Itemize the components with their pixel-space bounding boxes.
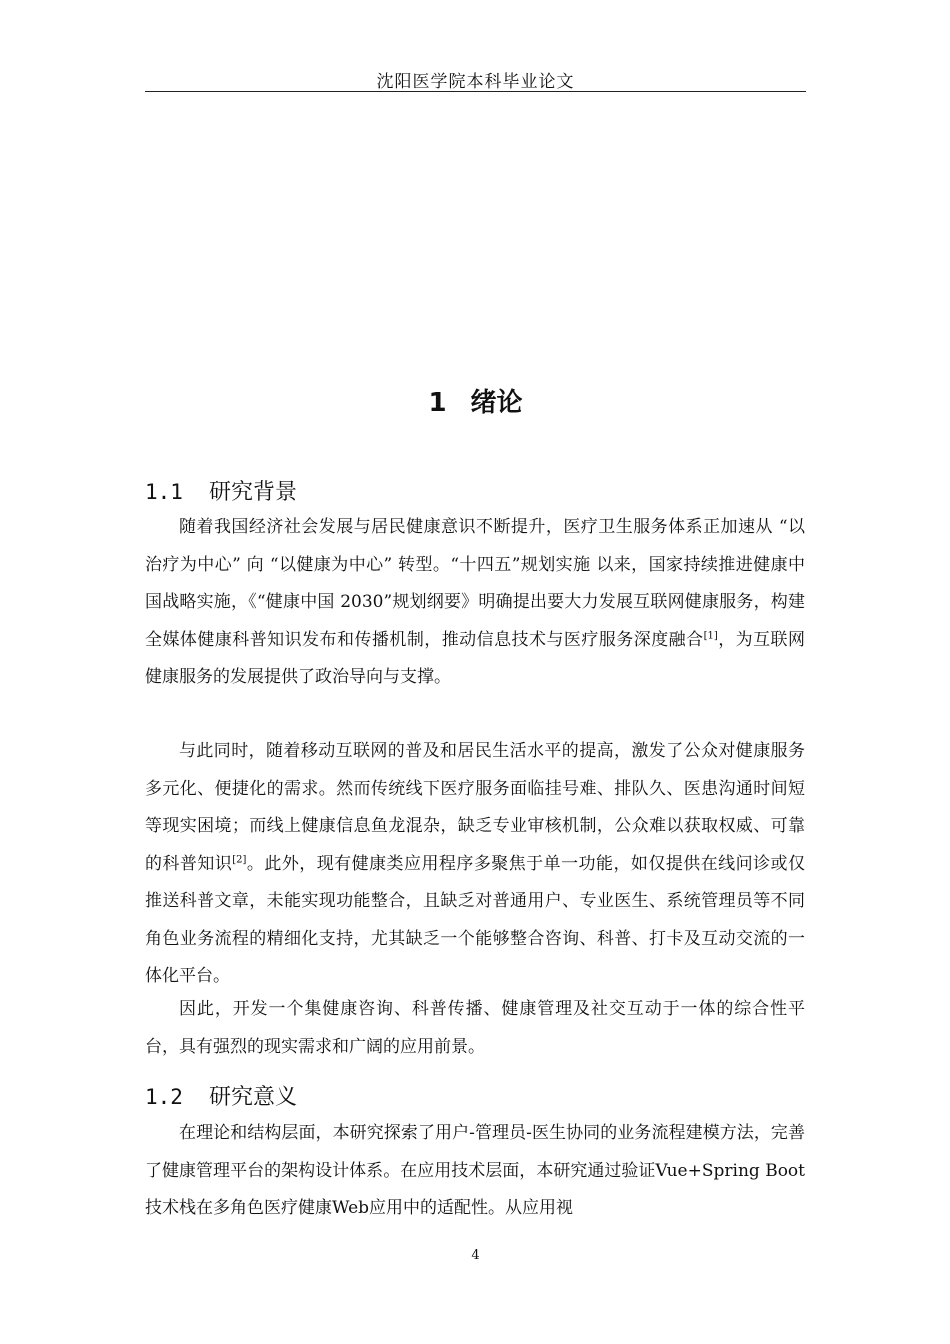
chapter-title-text: 绪论 bbox=[470, 388, 523, 418]
paragraph-text: 。此外，现有健康类应用程序多聚焦于单一功能，如仅提供在线问诊或仅推送科普文章，未能实现功能整合，且缺乏对普通用户、专业医生、系统管理员等不同角色业务流程的精细化支持，尤其缺乏一个能够整合咨询、科普、打卡及互动交流的一体化平台。 bbox=[145, 853, 806, 986]
page-number: 4 bbox=[471, 1248, 480, 1263]
paragraph bbox=[145, 509, 805, 697]
paragraph-text: 随着我国经济社会发展与居民健康意识不断提升，医疗卫生服务体系正加速从 “以治疗为中心” 向 “以健康为中心” 转型。“十四五”规划实施 以来，国家持续推进健康中国战略实施，《“健康中国 2030”规划纲要》明确提出要大力发展互联网健康服务，构建全媒体健康科普知识发布和传播机制，推动信息技术与医疗服务深度融合 bbox=[145, 517, 805, 650]
citation: [1] bbox=[703, 629, 718, 641]
header-rule bbox=[145, 91, 806, 92]
paragraph-text: 与此同时，随着移动互联网的普及和居民生活水平的提高，激发了公众对健康服务多元化、便捷化的需求。然而传统线下医疗服务面临挂号难、排队久、医患沟通时间短等现实困境；而线上健康信息鱼龙混杂，缺乏专业审核机制，公众难以获取权威、可靠的科普知识 bbox=[145, 741, 805, 874]
paragraph-text: 因此，开发一个集健康咨询、科普传播、健康管理及社交互动于一体的综合性平台，具有强烈的现实需求和广阔的应用前景。 bbox=[145, 999, 805, 1057]
paragraph bbox=[145, 991, 805, 1066]
paragraph bbox=[145, 1115, 805, 1228]
citation: [2] bbox=[232, 853, 247, 865]
section-number: 1.1 bbox=[145, 480, 183, 504]
chapter-title bbox=[145, 382, 806, 419]
section-heading-1-1 bbox=[145, 475, 297, 506]
section-number: 1.2 bbox=[145, 1085, 183, 1109]
chapter-number: 1 bbox=[428, 388, 447, 418]
section-title: 研究意义 bbox=[209, 1085, 298, 1110]
section-title: 研究背景 bbox=[209, 480, 298, 505]
header-title: 沈阳医学院本科毕业论文 bbox=[376, 72, 575, 92]
paragraph bbox=[145, 733, 805, 996]
paragraph-text: 在理论和结构层面，本研究探索了用户-管理员-医生协同的业务流程建模方法，完善了健康管理平台的架构设计体系。在应用技术层面，本研究通过验证Vue+Spring Boot技术栈在多角色医疗健康Web应用中的适配性。从应用视 bbox=[145, 1123, 805, 1218]
section-heading-1-2 bbox=[145, 1080, 297, 1111]
paragraph-text: ，为互联网健康服务的发展提供了政治导向与支撑。 bbox=[145, 629, 806, 687]
